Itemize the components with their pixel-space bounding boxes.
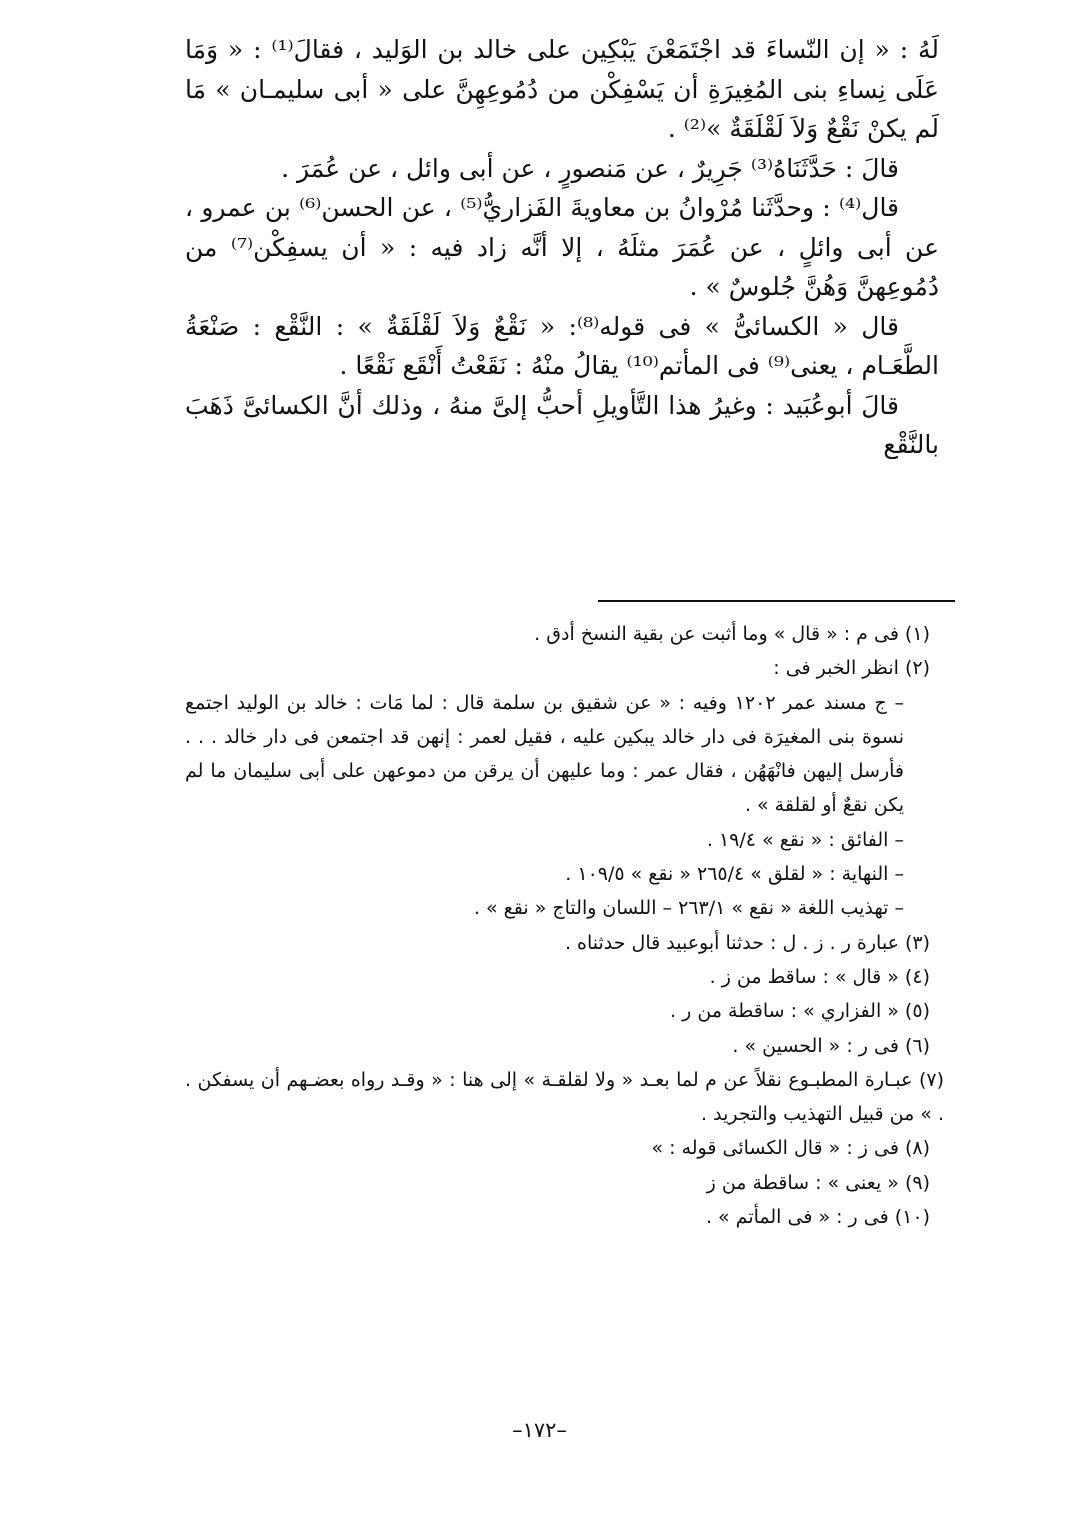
footnote-5: (٥) « الفزاري » : ساقطة من ر .: [670, 1000, 930, 1023]
page-number: –١٧٢–: [512, 1418, 567, 1442]
main-paragraph-2: قالَ : حَدَّثَنَاهُ⁽³⁾ جَرِيرٌ ، عن مَنصورٍ ، عن أبى وائل ، عن عُمَرَ .: [281, 153, 899, 183]
footnote-2-source-faiq: – الفائق : « نقع » ١٩/٤ .: [706, 828, 904, 851]
main-paragraph-5: قالَ أبوعُبَيد : وغيرُ هذا التَّأويلِ أحبُّ إلىَّ منهُ ، وذلك أنَّ الكسائىَّ ذَهَبَ بالنَّقْع: [185, 390, 939, 459]
footnotes-section: [185, 617, 944, 1234]
footnote-4: (٤) « قال » : ساقط من ز .: [709, 965, 930, 988]
main-paragraph-4: قال « الكسائىُّ » فى قوله⁽⁸⁾: « نَقْعٌ وَلاَ لَقْلَقَةٌ » : النَّقْع : صَنْعَةُ الطَّعَـام ، يعنى⁽⁹⁾ فى المأتم⁽¹⁰⁾ يقالُ منْهُ : نَقَعْتُ أَنْقَع نَقْعًا .: [185, 311, 939, 380]
main-paragraph-3: قال⁽⁴⁾ : وحدَّثَنا مُرْوانُ بن معاويةَ الفَزاريُّ⁽⁵⁾ ، عن الحسن⁽⁶⁾ بن عمرو ، عن أبى وائلٍ ، عن عُمَرَ مثلَهُ ، إلا أنَّه زاد فيه : « أن يسفِكْن⁽⁷⁾ من دُمُوعِهنَّ وَهُنَّ جُلوسٌ » .: [185, 193, 939, 301]
footnote-3: (٣) عبارة ر . ز . ل : حدثنا أبوعبيد قال حدثناه .: [564, 931, 930, 954]
footnote-8: (٨) فى ز : « قال الكسائى قوله : »: [651, 1137, 930, 1160]
main-text-body: [185, 30, 939, 465]
main-paragraph-1: لَهُ : « إن النّساءَ قد اجْتَمَعْنَ يَبْكِين على خالد بن الوَليد ، فقالَ⁽¹⁾ : « وَمَا عَلَى نِساءِ بنى المُغِيرَةِ أن يَسْفِكْن من دُمُوعِهِنَّ على « أبى سليمـان » مَا لَم يكنْ نَقْعٌ وَلاَ لَقْلَقَةٌ »⁽²⁾ .: [185, 35, 939, 143]
footnote-7: (٧) عبـارة المطبـوع نقلاً عن م لما بعـد « ولا لقلقـة » إلى هنا : « وقـد رواه بعضـهم أن يسفكن . . » من قبيل التهذيب والتجريد .: [185, 1068, 944, 1126]
footnote-2-source-tahdhib: – تهذيب اللغة « نقع » ٢٦٣/١ – اللسان والتاج « نقع » .: [473, 897, 904, 920]
footnote-9: (٩) « يعنى » : ساقطة من ز: [706, 1171, 930, 1194]
footnote-2: (٢) انظر الخبر فى :: [773, 657, 930, 680]
footnote-1: (١) فى م : « قال » وما أثبت عن بقية النسخ أدق .: [534, 623, 930, 645]
footnote-6: (٦) فى ر : « الحسين » .: [732, 1034, 930, 1057]
footnote-2-source-nihaya: – النهاية : « لقلق » ٢٦٥/٤ « نقع » ١٠٩/٥ .: [565, 863, 904, 886]
footnote-separator-rule: [598, 600, 955, 602]
footnote-10: (١٠) فى ر : « فى المأتم » .: [705, 1206, 930, 1229]
footnote-2-source-musnad: – ج مسند عمر ١٢٠٢ وفيه : « عن شقيق بن سلمة قال : لما مَات : خالد بن الوليد اجتمع نسوة بنى المغيرَة فى دار خالد يبكين عليه ، فقيل لعمر : إنهن قد اجتمعن فى دار خالد . . . فأرسل إليهن فانْهَهُن ، فقال عمر : وما عليهن أن يرقن من دموعهن على أبى سليمان ما لم يكن نقعٌ أو لقلقة » .: [185, 691, 905, 817]
